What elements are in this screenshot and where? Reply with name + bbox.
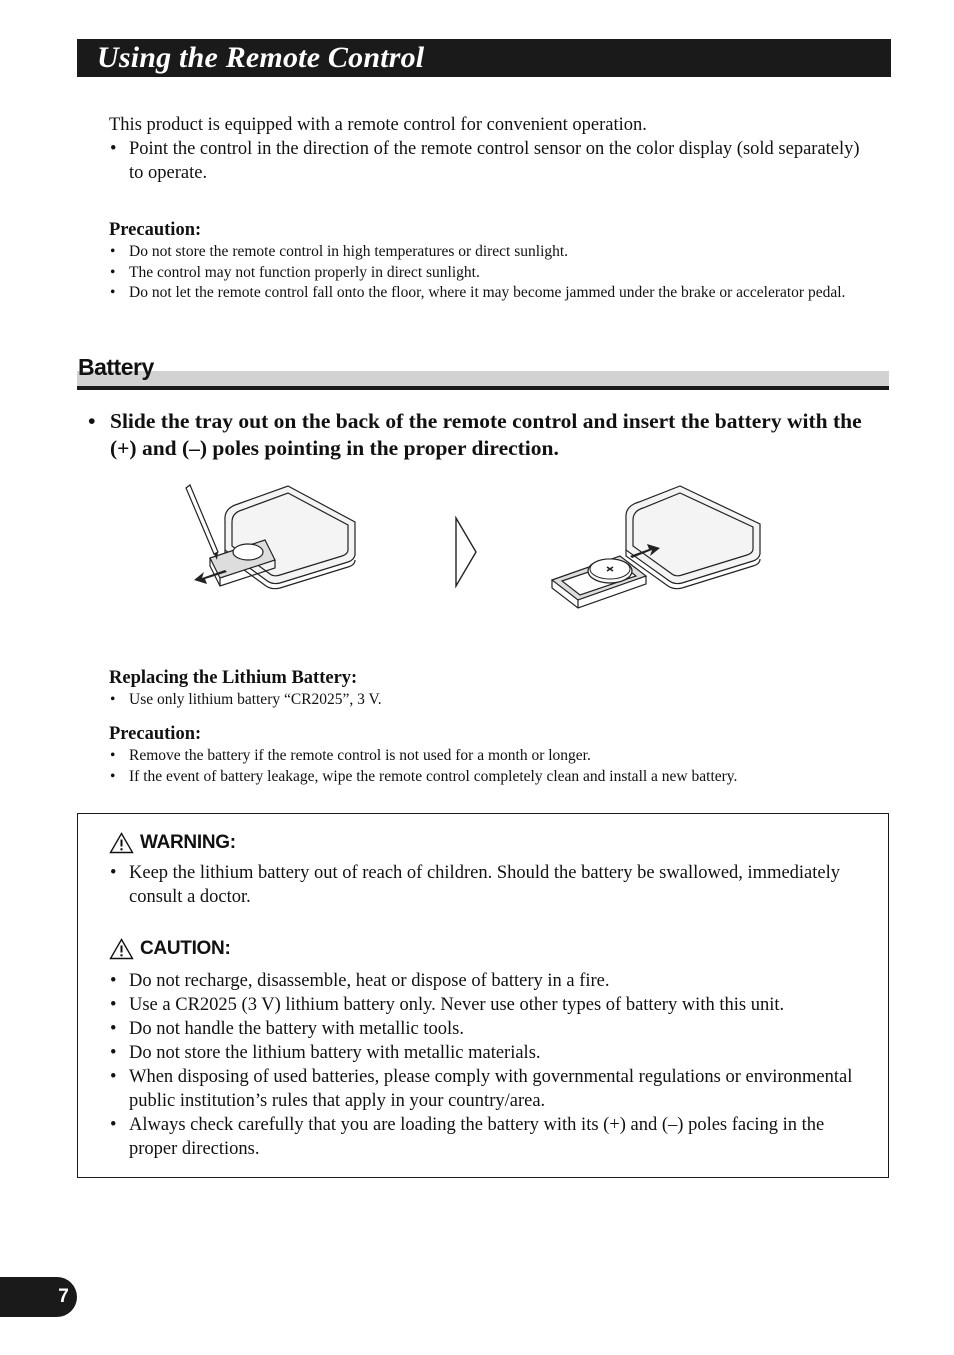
list-item: • Do not recharge, disassemble, heat or dispose of battery in a fire. — [109, 969, 869, 993]
page-number: 7 — [58, 1286, 69, 1307]
precaution-bullets — [109, 746, 869, 787]
battery-section-heading: Battery — [78, 354, 154, 380]
battery-instruction — [88, 408, 868, 462]
list-item: • When disposing of used batteries, please comply with governmental regulations or environmental public institution’s rules that apply in your country/area. — [109, 1065, 869, 1113]
page-number-tab — [0, 1277, 77, 1317]
replacing-bullets — [109, 690, 869, 711]
warning-triangle-icon — [109, 832, 134, 854]
list-item: • Use a CR2025 (3 V) lithium battery only. Never use other types of battery with this unit. — [109, 993, 869, 1017]
caution-heading: CAUTION: — [140, 938, 231, 959]
battery-section-heading-bar — [77, 354, 889, 390]
precaution-heading: Precaution: — [109, 724, 202, 744]
list-item: • Point the control in the direction of the remote control sensor on the color display (sold separately) to operate. — [109, 137, 869, 185]
page-header-bar — [77, 39, 891, 77]
list-item: • Do not store the lithium battery with metallic materials. — [109, 1041, 869, 1065]
intro-bullets — [109, 137, 869, 185]
caution-section — [109, 938, 869, 1161]
warning-section — [109, 832, 869, 909]
warning-caution-box — [77, 813, 889, 1178]
list-item: • Remove the battery if the remote control is not used for a month or longer. — [109, 746, 869, 767]
precaution-heading: Precaution: — [109, 220, 202, 240]
page-title: Using the Remote Control — [97, 41, 425, 74]
battery-instruction-text: Slide the tray out on the back of the remote control and insert the battery with the (+) and (–) poles pointing in the proper direction. — [110, 409, 862, 460]
list-item: • Use only lithium battery “CR2025”, 3 V. — [109, 690, 869, 711]
replacing-heading: Replacing the Lithium Battery: — [109, 668, 358, 688]
intro-text: This product is equipped with a remote control for convenient operation. — [109, 115, 647, 135]
remote-tray-remove-illustration — [180, 480, 365, 595]
battery-insert-illustration — [548, 480, 766, 615]
list-item: • Always check carefully that you are loading the battery with its (+) and (–) poles facing in the proper directions. — [109, 1113, 869, 1161]
precaution-bullets — [109, 242, 869, 304]
replacing-battery-section — [109, 667, 869, 711]
warning-heading-row — [109, 832, 869, 854]
list-item: • Do not let the remote control fall onto the floor, where it may become jammed under the brake or accelerator pedal. — [109, 283, 869, 304]
warning-triangle-icon — [109, 938, 134, 960]
battery-precaution-section — [109, 723, 869, 787]
warning-bullets — [109, 861, 869, 909]
list-item: • If the event of battery leakage, wipe the remote control completely clean and install a new battery. — [109, 767, 869, 788]
caution-heading-row — [109, 938, 869, 960]
warning-heading: WARNING: — [140, 832, 236, 853]
intro-section — [109, 113, 869, 185]
precaution-section — [109, 219, 869, 304]
list-item: • Keep the lithium battery out of reach of children. Should the battery be swallowed, immediately consult a doctor. — [109, 861, 869, 909]
next-step-arrow-icon — [453, 516, 479, 588]
list-item: • Do not store the remote control in high temperatures or direct sunlight. — [109, 242, 869, 263]
list-item: • Do not handle the battery with metallic tools. — [109, 1017, 869, 1041]
list-item: • The control may not function properly in direct sunlight. — [109, 263, 869, 284]
caution-bullets — [109, 969, 869, 1161]
bullet-glyph: • — [88, 409, 96, 433]
